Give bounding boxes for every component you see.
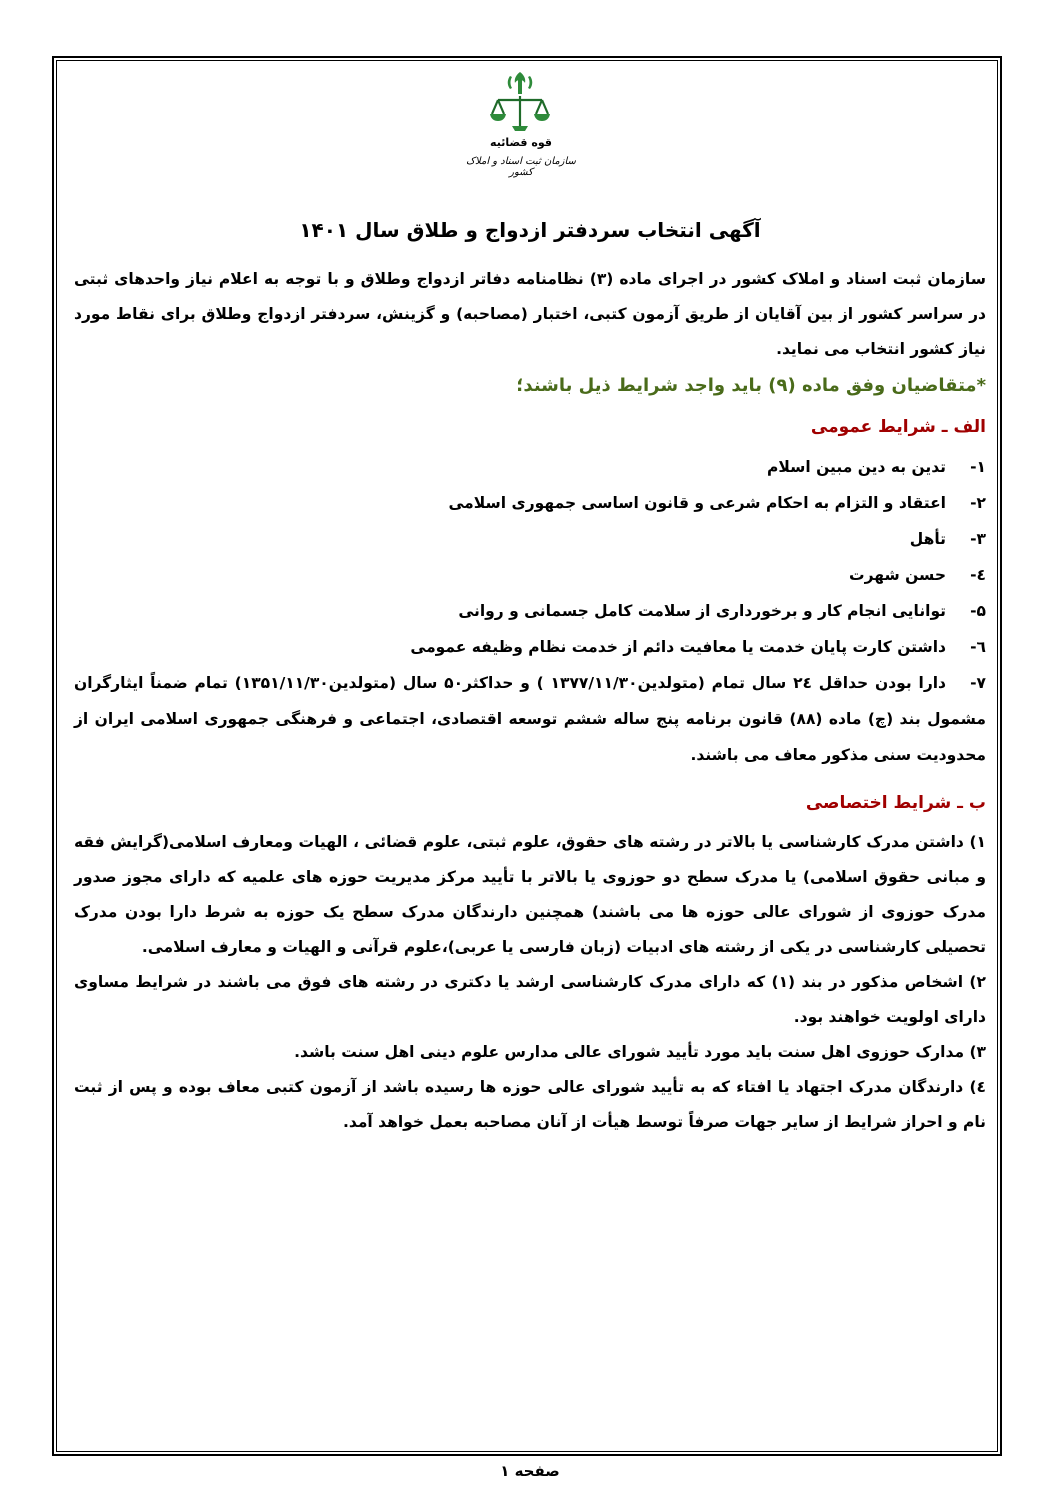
general-conditions-heading: الف ـ شرایط عمومی [810, 417, 986, 437]
document-body [74, 262, 986, 1140]
page-title: آگهی انتخاب سردفتر ازدواج و طلاق سال ۱۴۰۱ [299, 218, 761, 242]
special-condition-3: ۳) مدارک حوزوی اهل سنت باید مورد تأیید شورای عالی مدارس علوم دینی اهل سنت باشد. [294, 1043, 986, 1061]
list-item-number: ۷- [970, 674, 987, 692]
list-item [74, 521, 986, 557]
list-item [74, 449, 986, 485]
list-item-text: توانایی انجام کار و برخورداری از سلامت کامل جسمانی و روانی [458, 602, 946, 620]
list-item [74, 629, 986, 665]
list-item-number: ۳- [970, 530, 986, 548]
special-condition-4: ٤) دارندگان مدرک اجتهاد یا افتاء که به تأیید شورای عالی حوزه ها رسیده باشد از آزمون کتبی معاف بوده و پس از ثبت نام و احراز شرایط از سایر جهات صرفاً توسط هیأت از آنان مصاحبه بعمل خواهد آمد. [74, 1078, 986, 1131]
list-item-text: اعتقاد و التزام به احکام شرعی و قانون اساسی جمهوری اسلامی [448, 494, 946, 512]
list-item-number: ٦- [970, 638, 986, 656]
list-item [74, 557, 986, 593]
list-item [74, 665, 986, 773]
page-number: صفحه ۱ [500, 1462, 560, 1480]
list-item-text: تدین به دین مبین اسلام [767, 458, 946, 476]
list-item-number: ۵- [970, 602, 986, 620]
list-item-number: ٤- [970, 566, 986, 584]
logo-text-organization: سازمان ثبت اسناد و املاک کشور [466, 156, 576, 178]
logo-text-judiciary: قوه قضائیه [490, 136, 552, 149]
special-condition-2: ۲) اشخاص مذکور در بند (۱) که دارای مدرک کارشناسی ارشد یا دکتری در رشته های فوق می باشند در شرایط مساوی دارای اولویت خواهند بود. [74, 973, 986, 1026]
list-item-text: تأهل [909, 530, 946, 548]
list-item-number: ۱- [970, 458, 986, 476]
general-conditions-list [74, 449, 986, 773]
applicants-heading: *متقاضیان وفق ماده (۹) باید واجد شرایط ذیل باشند؛ [516, 375, 986, 396]
list-item-text: داشتن کارت پایان خدمت یا معافیت دائم از خدمت نظام وظیفه عمومی [410, 638, 946, 656]
list-item [74, 485, 986, 521]
special-condition-1: ۱) داشتن مدرک کارشناسی یا بالاتر در رشته های حقوق، علوم ثبتی، علوم قضائی ، الهیات ومعارف اسلامی(گرایش فقه و مبانی حقوق اسلامی) یا مدرک سطح دو حوزوی یا بالاتر با تأیید مرکز مدیریت حوزه های علمیه که دارای مجوز صدور مدرک حوزوی از شورای عالی حوزه ها می باشند) همچنین دارندگان مدرک سطح یک حوزه به شرط دارا بودن مدرک تحصیلی کارشناسی در یکی از رشته های ادبیات (زبان فارسی یا عربی)،علوم قرآنی و الهیات و معارف اسلامی. [74, 833, 986, 956]
list-item-number: ۲- [970, 494, 986, 512]
list-item-text: دارا بودن حداقل ۲٤ سال تمام (متولدین۱۳۷۷/۱۱/۳۰ ) و حداکثر۵۰ سال (متولدین۱۳۵۱/۱۱/۳۰) تمام ضمناً ایثارگران مشمول بند (چ) ماده (۸۸) قانون برنامه پنج ساله ششم توسعه اقتصادی، اجتماعی و فرهنگی جمهوری اسلامی ایران از محدودیت سنی مذکور معاف می باشند. [74, 674, 986, 764]
list-item [74, 593, 986, 629]
special-conditions-heading: ب ـ شرایط اختصاصی [805, 793, 986, 813]
intro-paragraph: سازمان ثبت اسناد و املاک کشور در اجرای ماده (۳) نظامنامه دفاتر ازدواج وطلاق و با توجه به اعلام نیاز واحدهای ثبتی در سراسر کشور از بین آقایان از طریق آزمون کتبی، اختبار (مصاحبه) و گزینش، سردفتر ازدواج وطلاق برای نقاط مورد نیاز کشور انتخاب می نماید. [74, 270, 986, 358]
list-item-text: حسن شهرت [849, 566, 946, 584]
